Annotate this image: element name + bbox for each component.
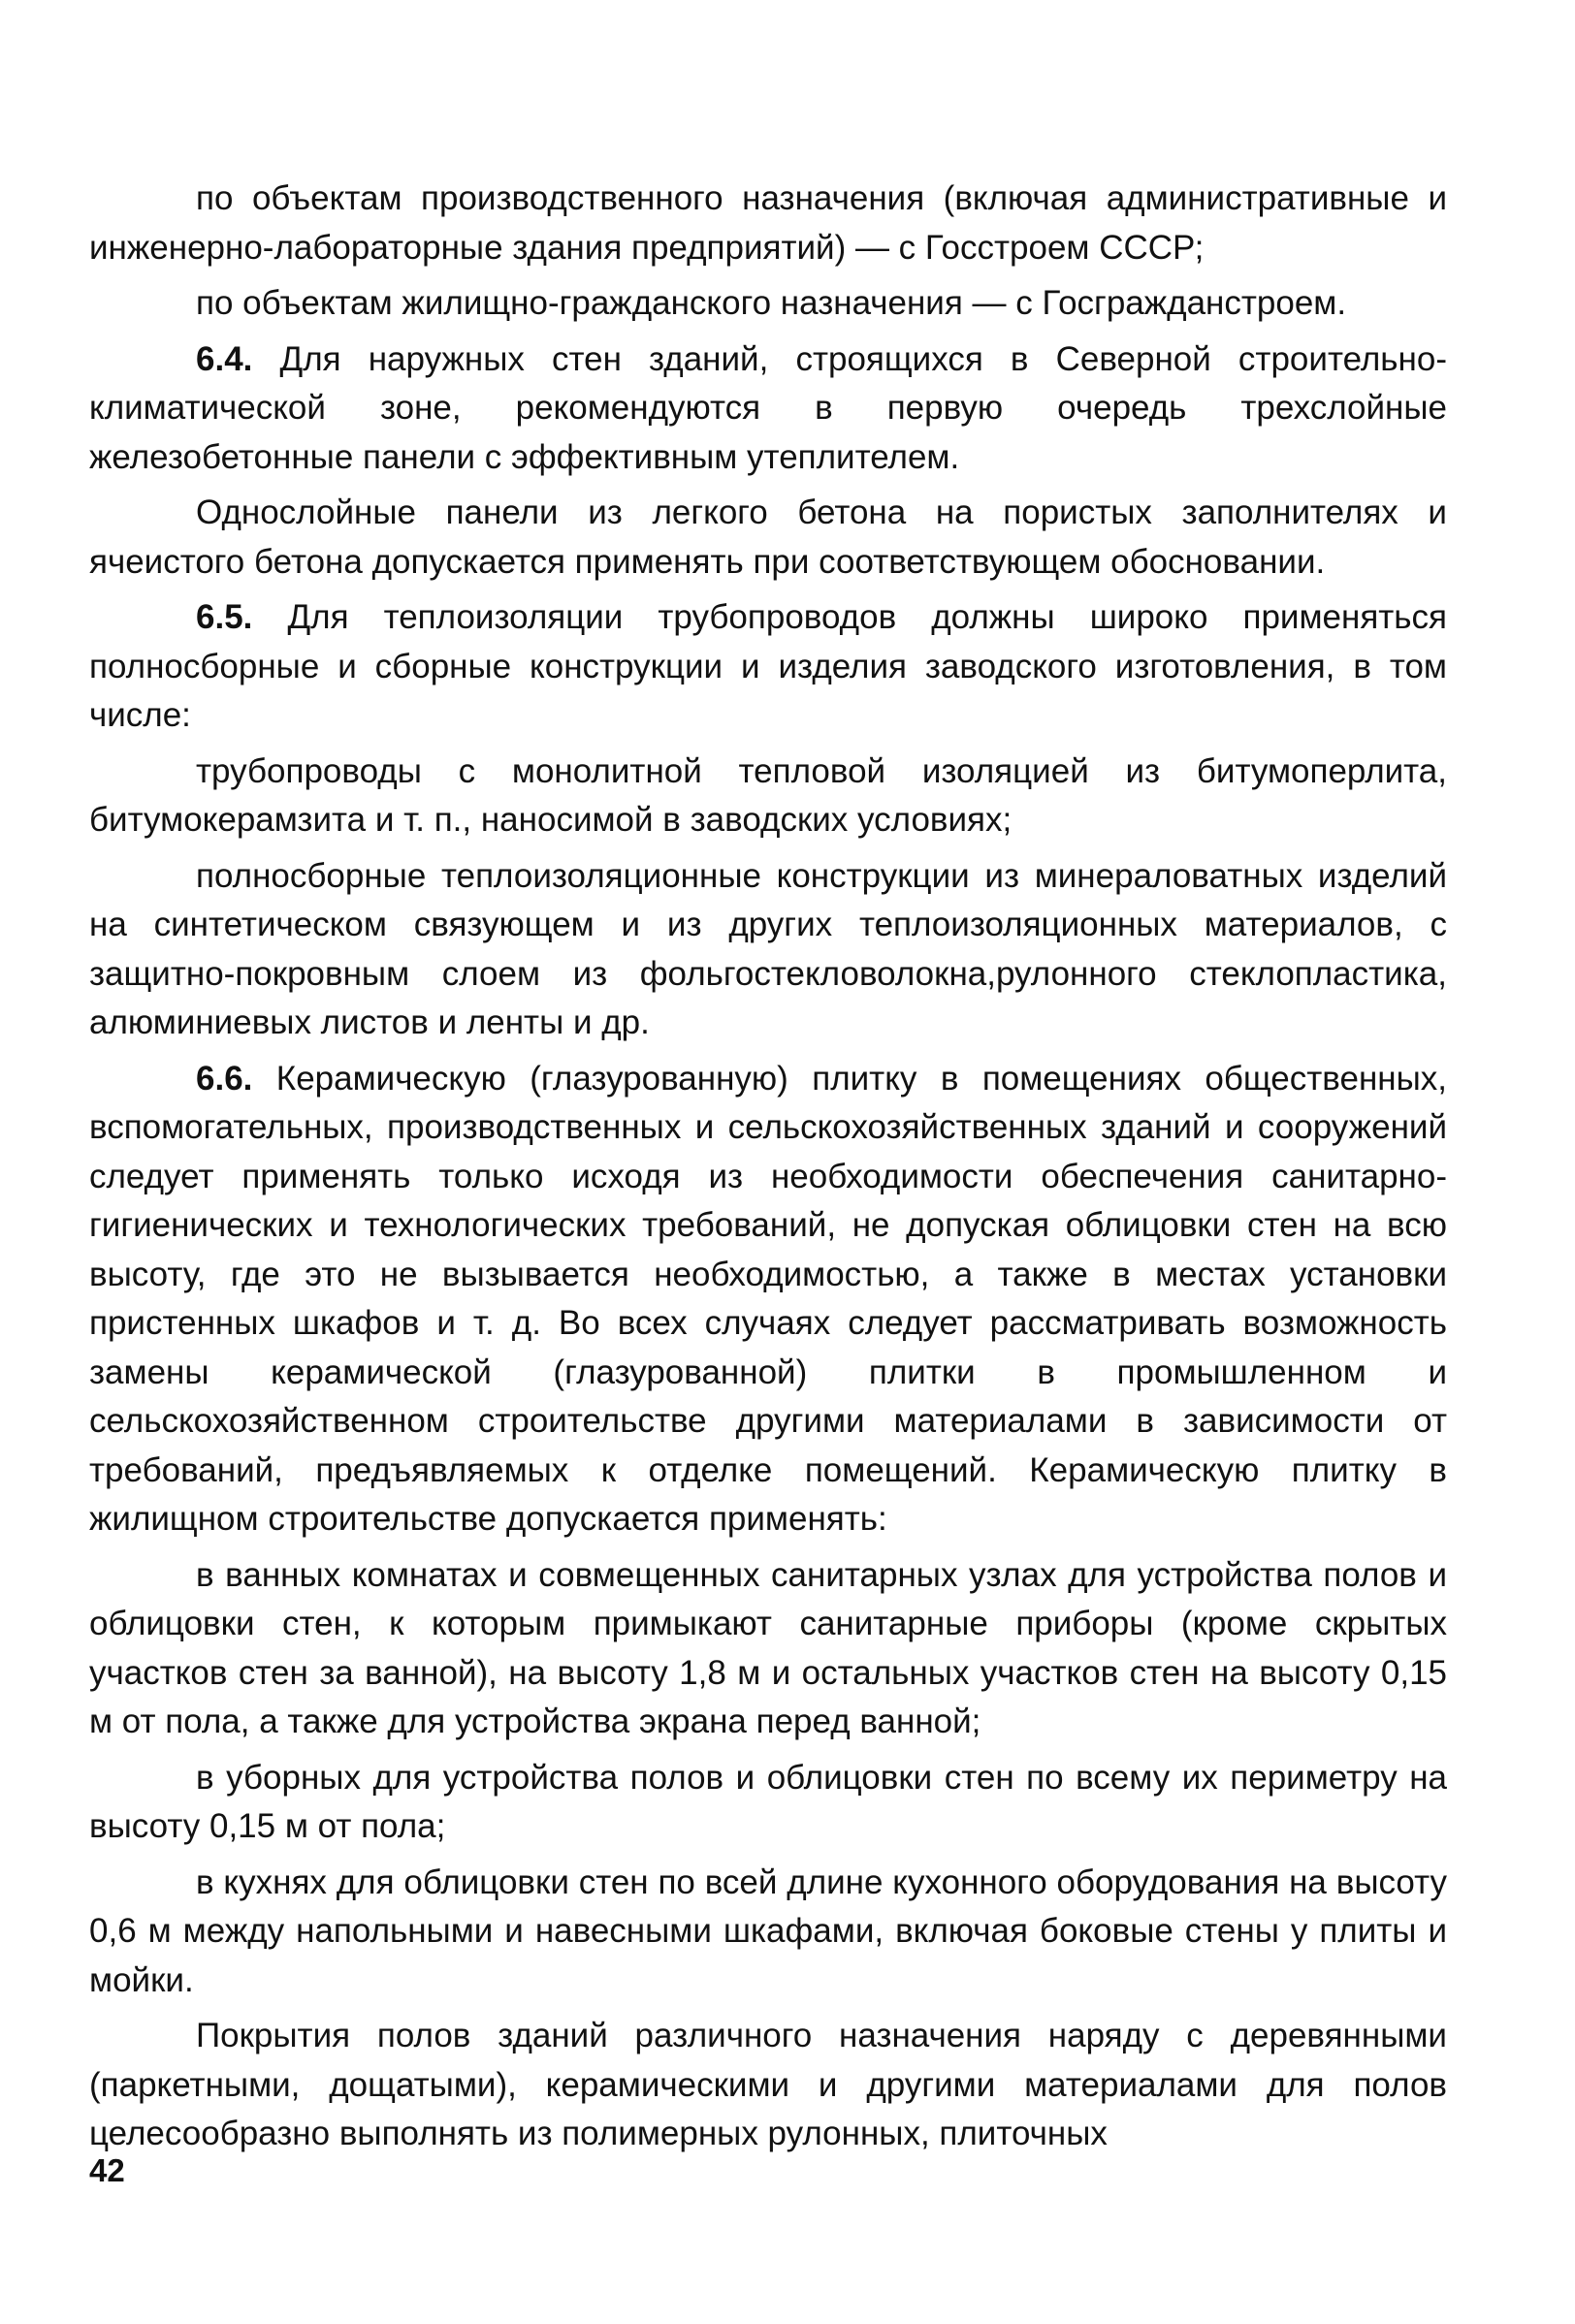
paragraph: в уборных для устройства полов и облицовки стен по всему их периметру на высоту 0,15 м от пола;: [89, 1758, 1447, 1845]
paragraph: в ванных комнатах и совмещенных санитарных узлах для устройства полов и облицовки стен, к которым примыкают санитарные приборы (кроме скрытых участков стен за ванной), на высоту 1,8 м и остальных участков стен на высоту 0,15 м от пола, а также для устройства экрана перед ванной;: [89, 1555, 1447, 1740]
paragraph: Однослойные панели из легкого бетона на пористых заполнителях и ячеистого бетона допускается применять при соответствующем обосновании.: [89, 493, 1447, 581]
paragraph: трубопроводы с монолитной тепловой изоляцией из битумоперлита, битумокерамзита и т. п., наносимой в заводских условиях;: [89, 751, 1447, 839]
section-number: 6.4.: [196, 339, 253, 378]
paragraph: по объектам жилищно-гражданского назначения — с Госгражданстроем.: [196, 284, 1347, 322]
paragraph-6-5: 6.5. Для теплоизоляции трубопроводов должны широко применяться полносборные и сборные конструкции и изделия заводского изготовления, в том числе:: [89, 598, 1447, 734]
paragraph: в кухнях для облицовки стен по всей длине кухонного оборудования на высоту 0,6 м между напольными и навесными шкафами, включая боковые стены у плиты и мойки.: [89, 1862, 1447, 1999]
paragraph: полносборные теплоизоляционные конструкции из минераловатных изделий на синтетическом связующем и из других теплоизоляционных материалов, с защитно-покровным слоем из фольгостекловолокна,рулонного стеклопластика, алюминиевых листов и ленты и др.: [89, 856, 1447, 1041]
paragraph-6-6: 6.6. Керамическую (глазурованную) плитку в помещениях общественных, вспомогательных, производственных и сельскохозяйственных зданий и сооружений следует применять только исходя из необходимости обеспечения санитарно-гигиенических и технологических требований, не допуская облицовки стен на всю высоту, где это не вызывается необходимостью, а также в местах установки пристенных шкафов и т. д. Во всех случаях следует рассматривать возможность замены керамической (глазурованной) плитки в промышленном и сельскохозяйственном строительстве другими материалами в зависимости от требований, предъявляемых к отделке помещений. Керамическую плитку в жилищном строительстве допускается применять:: [89, 1059, 1447, 1538]
document-body: [89, 175, 1447, 2166]
section-number: 6.6.: [196, 1059, 253, 1098]
paragraph: по объектам производственного назначения (включая административные и инженерно-лабораторные здания предприятий) — с Госстроем СССР;: [89, 179, 1447, 267]
section-number: 6.5.: [196, 598, 253, 636]
paragraph-6-4: 6.4. Для наружных стен зданий, строящихся в Северной строительно-климатической зоне, рекомендуются в первую очередь трехслойные железобетонные панели с эффективным утеплителем.: [89, 339, 1447, 476]
paragraph: Покрытия полов зданий различного назначения наряду с деревянными (паркетными, дощатыми), керамическими и другими материалами для полов целесообразно выполнять из полимерных рулонных, плиточных: [89, 2017, 1447, 2152]
page-number: 42: [89, 2152, 125, 2188]
